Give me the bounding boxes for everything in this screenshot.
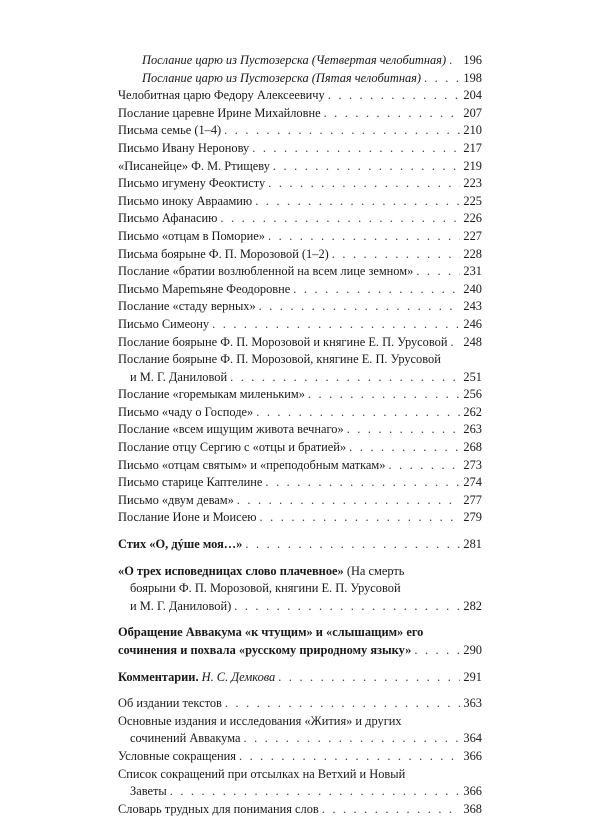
toc-entry — [118, 228, 482, 246]
toc-leader-dots — [252, 140, 460, 158]
toc-entry — [118, 334, 482, 352]
toc-entry-title: Письма боярыне Ф. П. Морозовой (1–2) — [118, 246, 329, 261]
toc-entry-title: Письма семье (1–4) — [118, 123, 222, 138]
toc-entry-author: Н. С. Демкова — [201, 669, 276, 684]
toc-entry-title: Челобитная царю Федору Алексеевичу — [118, 88, 325, 103]
toc-leader-dots — [328, 87, 461, 105]
toc-page-number: 364 — [463, 731, 482, 746]
toc-entry-title: Послание царю из Пустозерска (Четвертая челобитная) — [142, 53, 447, 67]
toc-page-number: 263 — [463, 422, 482, 437]
toc-leader-dots — [220, 210, 460, 228]
toc-entry — [118, 509, 482, 527]
toc-leader-dots — [347, 421, 461, 439]
toc-entry-title: Послание «всем ищущим живота вечнаго» — [118, 422, 344, 437]
toc-entry-title: Стих «О, дýше моя…» — [118, 537, 243, 552]
toc-entry — [118, 351, 482, 386]
toc-page-number: 274 — [463, 475, 482, 490]
toc-entry-poem — [118, 536, 482, 554]
toc-entry-title: Словарь трудных для понимания слов — [118, 801, 319, 816]
toc-entry-title: Письмо «чаду о Господе» — [118, 404, 254, 419]
toc-entry-title: Послание Ионе и Моисею — [118, 510, 257, 525]
toc-leader-dots — [416, 263, 460, 281]
toc-entry-abbrev-list — [118, 766, 482, 801]
toc-entry-title: Письмо иноку Авраамию — [118, 193, 253, 208]
toc-leader-dots — [414, 642, 460, 660]
toc-entry — [118, 70, 482, 88]
toc-entry — [118, 298, 482, 316]
toc-entry-title-cont: и М. Г. Даниловой — [130, 369, 228, 384]
toc-entry — [118, 748, 482, 766]
toc-page-number: 223 — [463, 176, 482, 191]
toc-leader-dots — [255, 193, 460, 211]
toc-entry-title: Письмо Марemьяне Феодоровне — [118, 281, 291, 296]
toc-page-number: 196 — [463, 53, 482, 67]
toc-page-number: 246 — [463, 316, 482, 331]
toc-entry-title: Об издании текстов — [118, 696, 222, 711]
toc-page-number: 366 — [463, 748, 482, 763]
toc-entry — [118, 316, 482, 334]
toc-entry-appeal — [118, 624, 482, 659]
toc-leader-dots — [278, 669, 460, 687]
toc-entry-title: Послание «горемыкам миленьким» — [118, 387, 305, 402]
toc-entry-editions — [118, 713, 482, 748]
toc-leader-dots — [212, 316, 460, 334]
toc-page-number: 262 — [463, 404, 482, 419]
toc-entry-title-cont: сочинений Аввакума — [130, 731, 241, 746]
toc-entry — [118, 421, 482, 439]
toc-entry-title: «Писанейце» Ф. М. Ртищеву — [118, 158, 270, 173]
toc-page-number: 281 — [463, 537, 482, 552]
toc-leader-dots — [273, 158, 461, 176]
toc-page-number: 290 — [463, 643, 482, 657]
toc-entry-title: Письмо «отцам святым» и «преподобным маткам» — [118, 457, 386, 472]
toc-entry-title: Послание царевне Ирине Михайловне — [118, 105, 321, 120]
toc-entry-title: Послание боярыне Ф. П. Морозовой, княгине Е. П. Урусовой — [118, 352, 441, 367]
toc-group-letters — [118, 52, 482, 351]
toc-page-number: 291 — [463, 669, 482, 684]
toc-leader-dots — [268, 175, 460, 193]
toc-entry — [118, 175, 482, 193]
toc-entry — [118, 263, 482, 281]
toc-entry-title: Список сокращений при отсылках на Ветхий и Новый — [118, 766, 406, 781]
toc-page-number: 227 — [463, 228, 482, 243]
toc-leader-dots — [265, 474, 460, 492]
toc-page-number: 366 — [463, 784, 482, 799]
toc-page-number: 268 — [463, 440, 482, 455]
toc-page-number: 251 — [463, 369, 482, 384]
toc-leader-dots — [293, 281, 460, 299]
toc-entry-title: Письмо Ивану Неронову — [118, 140, 250, 155]
toc-leader-dots — [239, 748, 460, 766]
toc-entry — [118, 439, 482, 457]
toc-group-epistles — [118, 386, 482, 527]
toc-page-number: 363 — [463, 696, 482, 711]
toc-page-number: 277 — [463, 492, 482, 507]
toc-entry — [118, 457, 482, 475]
table-of-contents — [118, 52, 482, 818]
toc-leader-dots — [268, 228, 460, 246]
toc-entry-title: Комментарии. — [118, 669, 199, 684]
toc-entry-title-cont: боярыни Ф. П. Морозовой, княгини Е. П. Урусовой — [130, 581, 401, 596]
toc-entry-title: Послание «братии возлюбленной на всем лице земном» — [118, 264, 414, 279]
toc-page-number: 217 — [463, 140, 482, 155]
toc-entry-title: Письмо старице Каптелине — [118, 475, 263, 490]
toc-page-number: 225 — [463, 193, 482, 208]
toc-page-number: 243 — [463, 299, 482, 314]
toc-page-number: 231 — [463, 264, 482, 279]
toc-entry-title: «О трех исповедницах слово плачевное» — [118, 563, 344, 578]
toc-entry-title: Послание боярыне Ф. П. Морозовой и княгине Е. П. Урусовой — [118, 334, 448, 349]
toc-leader-dots — [237, 492, 461, 510]
toc-entry — [118, 52, 482, 70]
toc-page-number: 240 — [463, 281, 482, 296]
toc-page-number: 198 — [463, 70, 482, 85]
toc-leader-dots — [324, 105, 461, 123]
toc-leader-dots — [449, 52, 460, 70]
toc-entry — [118, 801, 482, 818]
toc-entry-title: Условные сокращения — [118, 748, 236, 763]
toc-group-abbreviations — [118, 748, 482, 766]
toc-entry-title: Послание отцу Сергию с «отцы и братией» — [118, 440, 347, 455]
toc-page-number: 210 — [463, 123, 482, 138]
toc-leader-dots — [256, 404, 460, 422]
toc-entry — [118, 474, 482, 492]
toc-leader-dots — [259, 298, 461, 316]
toc-page-number: 256 — [463, 387, 482, 402]
toc-group-apparatus — [118, 695, 482, 713]
toc-leader-dots — [388, 457, 460, 475]
toc-leader-dots — [260, 509, 461, 527]
toc-entry-title: Письмо Симеону — [118, 316, 210, 331]
toc-leader-dots — [230, 369, 460, 387]
toc-page-number: 248 — [463, 334, 482, 349]
toc-entry-subtitle: (На смерть — [343, 563, 405, 578]
toc-entry-title: Письмо «отцам в Поморие» — [118, 228, 265, 243]
toc-leader-dots — [243, 730, 460, 748]
toc-leader-dots — [424, 70, 460, 88]
toc-entry — [118, 193, 482, 211]
toc-leader-dots — [450, 334, 460, 352]
toc-entry-title-cont: Заветы — [130, 784, 167, 799]
toc-entry-title: Письмо игумену Феоктисту — [118, 176, 266, 191]
toc-leader-dots — [224, 122, 460, 140]
toc-entry-commentary — [118, 669, 482, 687]
toc-leader-dots — [234, 598, 460, 616]
toc-entry — [118, 404, 482, 422]
toc-entry-title: Письмо Афанасию — [118, 211, 218, 226]
toc-page-number: 228 — [463, 246, 482, 261]
toc-leader-dots — [245, 536, 460, 554]
toc-entry — [118, 492, 482, 510]
toc-page-number: 282 — [463, 598, 482, 613]
toc-entry-title: Основные издания и исследования «Жития» и других — [118, 713, 402, 728]
toc-entry-title: Письмо «двум девам» — [118, 492, 234, 507]
toc-entry-lament — [118, 563, 482, 616]
toc-entry — [118, 281, 482, 299]
toc-entry — [118, 122, 482, 140]
toc-entry-title-cont: сочинения и похвала «русскому природному языку» — [118, 643, 412, 657]
toc-entry — [118, 210, 482, 228]
toc-leader-dots — [308, 386, 460, 404]
toc-page-number: 279 — [463, 510, 482, 525]
toc-entry-title: Обращение Аввакума «к чтущим» и «слышащим» его — [118, 625, 424, 640]
toc-entry — [118, 87, 482, 105]
toc-entry — [118, 246, 482, 264]
toc-entry — [118, 105, 482, 123]
toc-leader-dots — [170, 783, 461, 801]
toc-entry — [118, 386, 482, 404]
toc-leader-dots — [322, 801, 461, 818]
toc-page-number: 226 — [463, 211, 482, 226]
toc-page-number: 219 — [463, 158, 482, 173]
toc-page-number: 204 — [463, 88, 482, 103]
toc-page-number: 273 — [463, 457, 482, 472]
toc-entry-title-cont: и М. Г. Даниловой) — [130, 598, 232, 613]
toc-entry — [118, 158, 482, 176]
toc-leader-dots — [332, 246, 461, 264]
toc-entry-title: Послание царю из Пустозерска (Пятая челобитная) — [142, 70, 422, 85]
toc-entry — [118, 695, 482, 713]
toc-leader-dots — [225, 695, 461, 713]
toc-leader-dots — [349, 439, 460, 457]
toc-entry-title: Послание «стаду верных» — [118, 299, 256, 314]
toc-group-glossary — [118, 801, 482, 818]
toc-entry — [118, 140, 482, 158]
toc-page-number: 368 — [463, 801, 482, 816]
toc-page-number: 207 — [463, 105, 482, 120]
